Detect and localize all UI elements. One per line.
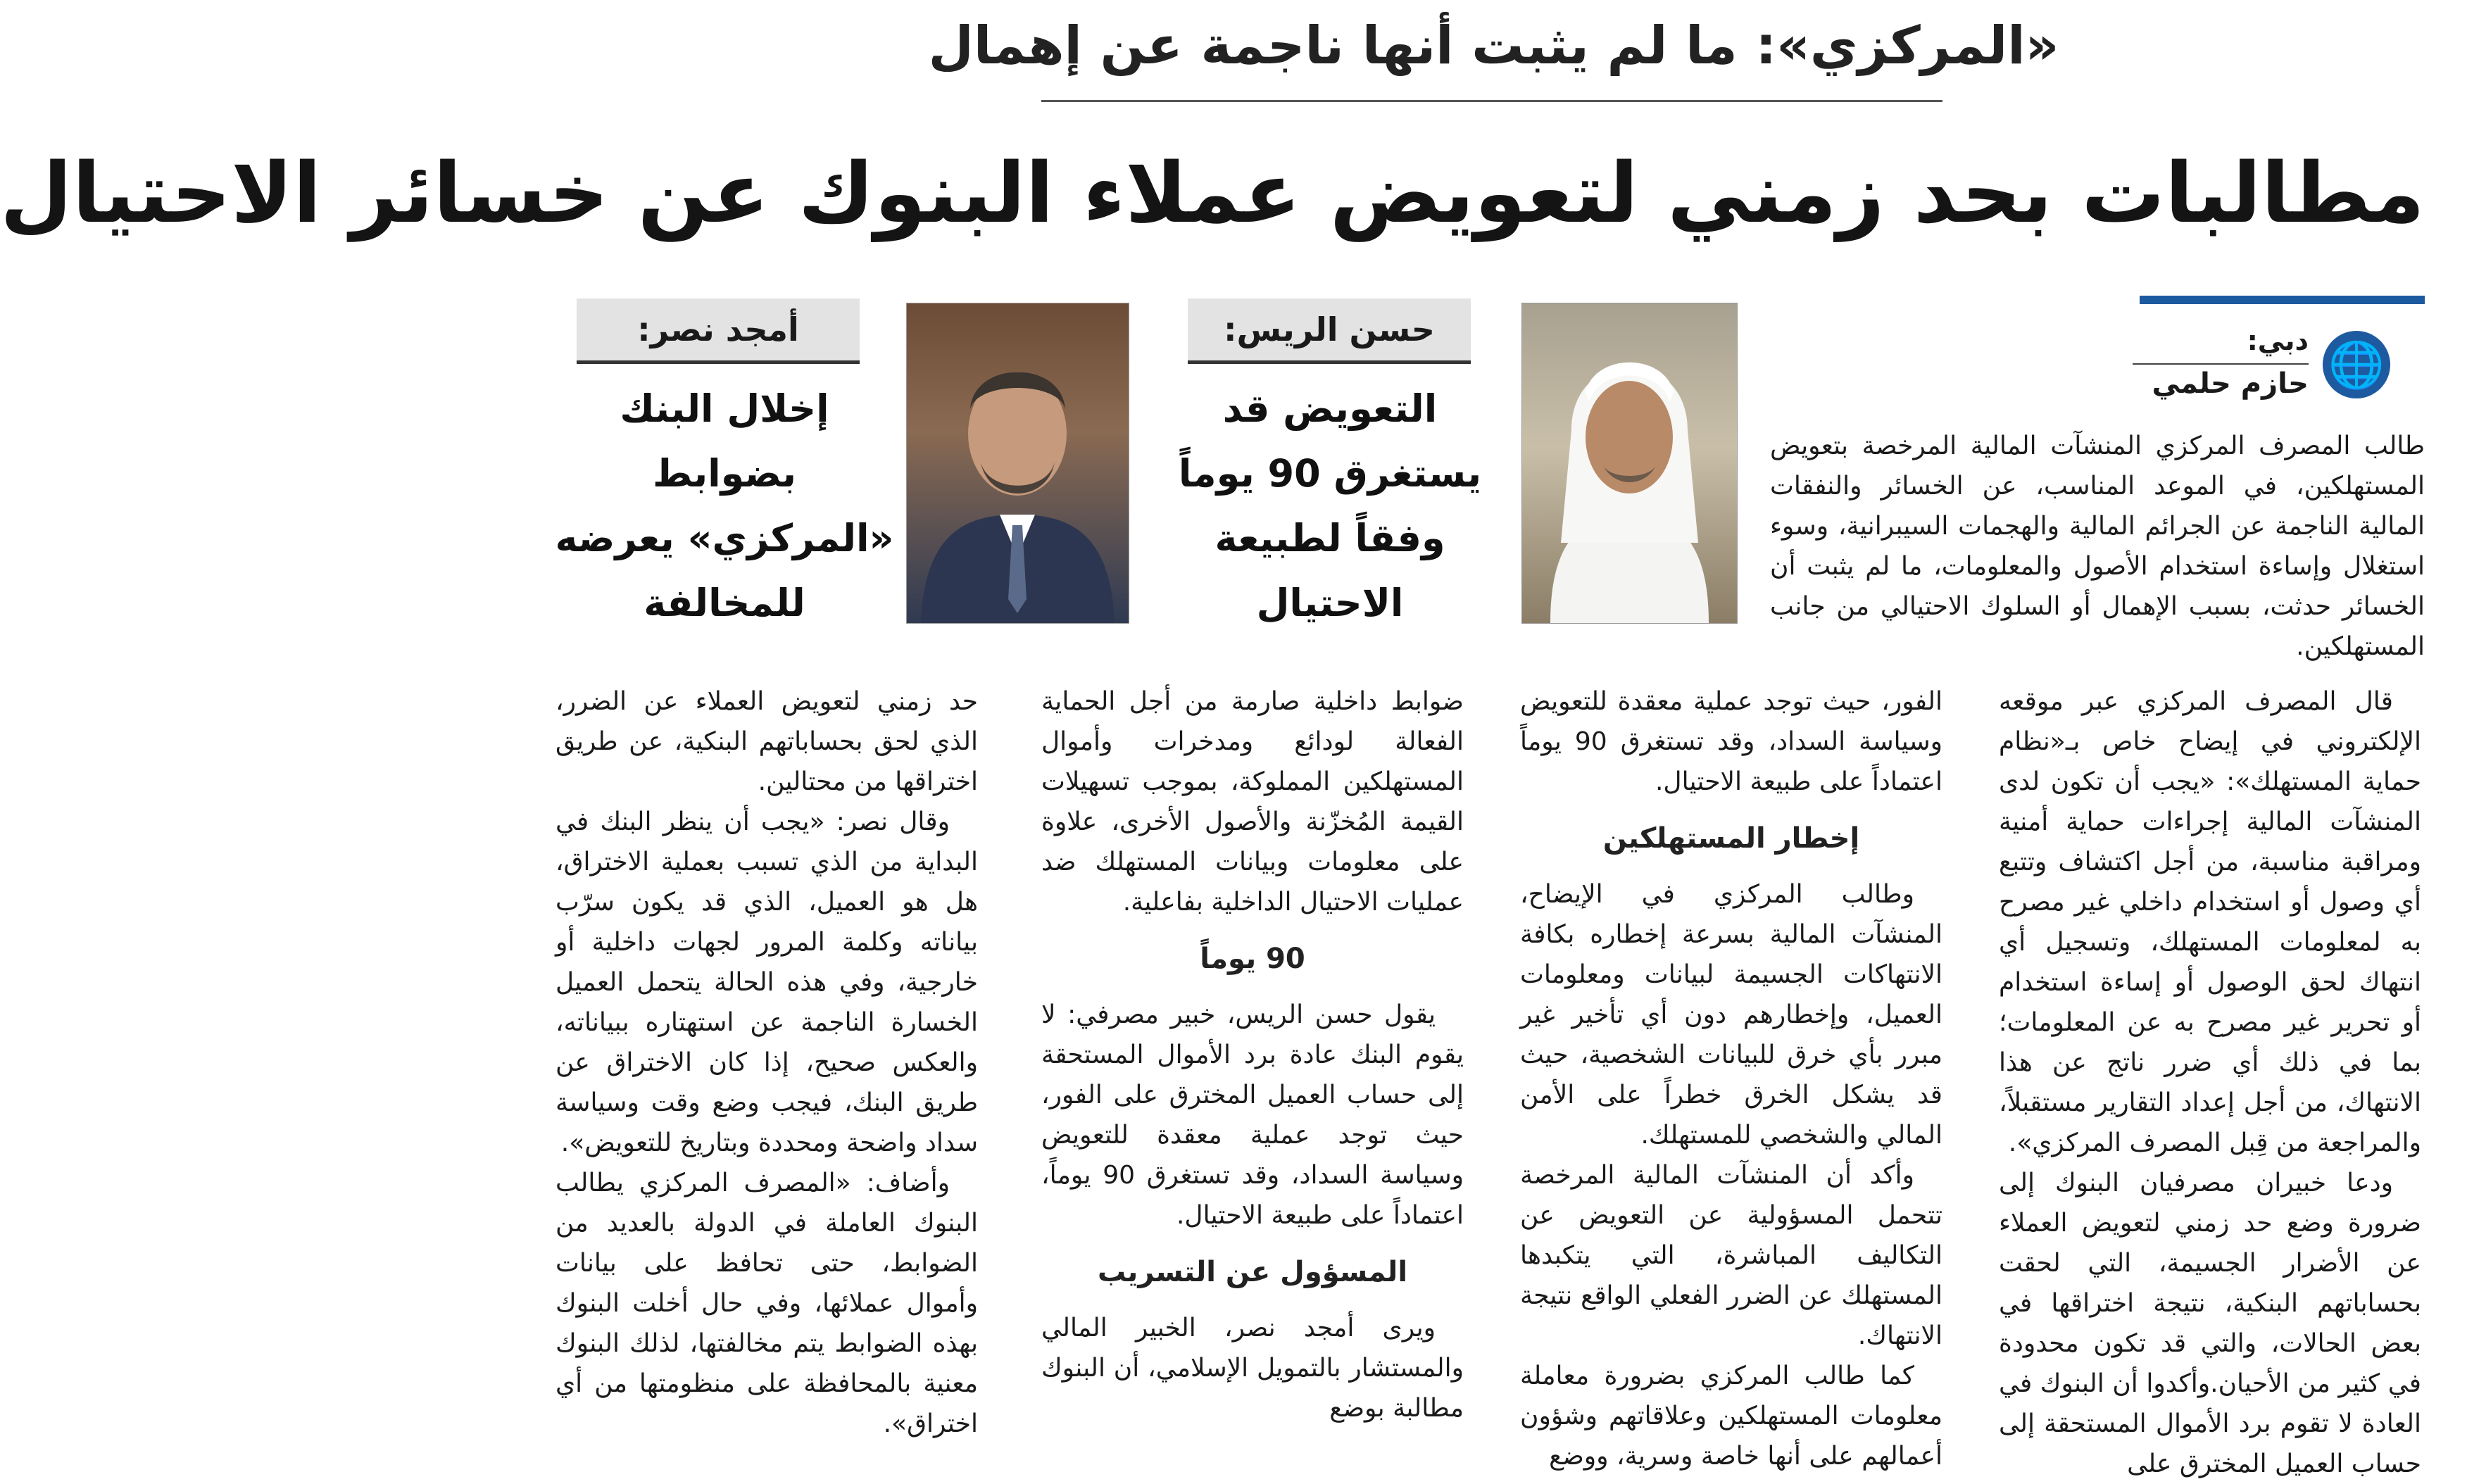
paragraph: كما طالب المركزي بضرورة معاملة معلومات المستهلكين وعلاقاتهم وشؤون أعمالهم على أنها خاصة وسرية، ووضع — [1520, 1362, 1942, 1471]
article-column-2 — [1520, 681, 1942, 1471]
quote-label-hassan: حسن الريس: — [1188, 298, 1471, 364]
byline-divider — [2133, 363, 2309, 365]
pull-quote-amjad: إخلال البنك بضوابط «المركزي» يعرضه للمخالفة — [555, 386, 894, 625]
quote-label-amjad: أمجد نصر: — [577, 298, 860, 364]
globe-icon: 🌐 — [2323, 331, 2390, 398]
portrait-hassan-icon — [1522, 303, 1737, 623]
byline-author: حازم حلمي — [2152, 367, 2309, 400]
subheading-consumer-notification: إخطار المستهلكين — [1602, 822, 1860, 855]
paragraph: وقال نصر: «يجب أن ينظر البنك في البداية من الذي تسبب بعملية الاختراق، هل هو العميل، الذي قد يكون سرّب بياناته وكلمة المرور لجهات داخلية أو خارجية، وفي هذه الحالة يتحمل العميل الخسارة الناجمة عن استهتاره ببياناته، والعكس صحيح، إذا كان الاختراق عن طريق البنك، فيجب وضع وقت وسياسة سداد واضحة ومحددة وبتاريخ للتعويض». — [555, 807, 978, 1157]
photo-hassan-alrais — [1521, 303, 1738, 624]
intro-paragraph: طالب المصرف المركزي المنشآت المالية المرخصة بتعويض المستهلكين، في الموعد المناسب، عن الخسائر والنفقات المالية الناجمة عن الجرائم المالية والهجمات السيبرانية، وسوء استغلال وإساءة استخدام الأصول والمعلومات، ما لم يثبت أن الخسائر حدثت، بسبب الإهمال أو السلوك الاحتيالي من جانب المستهلكين. — [1770, 432, 2425, 661]
subheading-responsible-for-leak: المسؤول عن التسريب — [1097, 1256, 1408, 1288]
paragraph: وطالب المركزي في الإيضاح، المنشآت المالية بسرعة إخطاره بكافة الانتهاكات الجسيمة لبيانات ومعلومات العميل، وإخطارهم دون أي تأخير غير مبرر بأي خرق للبيانات الشخصية، حيث قد يشكل الخرق خطراً على الأمن المالي والشخصي للمستهلك. — [1520, 880, 1942, 1150]
byline-accent-bar — [2140, 296, 2425, 304]
photo-amjad-nasr — [906, 303, 1129, 624]
article-column-4 — [555, 681, 978, 1438]
paragraph: ويرى أمجد نصر، الخبير المالي والمستشار بالتمويل الإسلامي، أن البنوك مطالبة بوضع — [1041, 1314, 1464, 1423]
paragraph: قال المصرف المركزي عبر موقعه الإلكتروني في إيضاح خاص بـ«نظام حماية المستهلك»: «يجب أن تكون لدى المنشآت المالية إجراءات حماية أمنية ومراقبة مناسبة، من أجل اكتشاف وتتبع أي وصول أو استخدام داخلي غير مصرح به لمعلومات المستهلك، وتسجيل أي انتهاك لحق الوصول أو إساءة استخدام أو تحرير غير مصرح به عن المعلومات؛ بما في ذلك أي ضرر ناتج عن هذا الانتهاك، من أجل إعداد التقارير مستقبلاً، والمراجعة من قِبل المصرف المركزي». — [1999, 687, 2421, 1157]
paragraph: وأضاف: «المصرف المركزي يطالب البنوك العاملة في الدولة بالعديد من الضوابط، حتى تحافظ على بيانات وأموال عملائها، وفي حال أخلت البنوك بهذه الضوابط يتم مخالفتها، لذلك البنوك معنية بالمحافظة على منظومتها من أي اختراق». — [555, 1169, 978, 1438]
paragraph: الفور، حيث توجد عملية معقدة للتعويض وسياسة السداد، وقد تستغرق 90 يوماً اعتماداً على طبيعة الاحتيال. — [1520, 687, 1942, 796]
kicker-divider — [1041, 100, 1942, 102]
byline-city: دبي: — [2247, 325, 2309, 356]
paragraph: ودعا خبيران مصرفيان البنوك إلى ضرورة وضع حد زمني لتعويض العملاء عن الأضرار الجسيمة، التي لحقت بحساباتهم البنكية، نتيجة اختراقها في بعض الحالات، والتي قد تكون محدودة في كثير من الأحيان.وأكدوا أن البنوك في العادة لا تقوم برد الأموال المستحقة إلى حساب العميل المخترق على — [1999, 1169, 2421, 1478]
paragraph: وأكد أن المنشآت المالية المرخصة تتحمل المسؤولية عن التعويض عن التكاليف المباشرة، التي يتكبدها المستهلك عن الضرر الفعلي الواقع نتيجة الانتهاك. — [1520, 1161, 1942, 1350]
paragraph: ضوابط داخلية صارمة من أجل الحماية الفعالة لودائع ومدخرات وأموال المستهلكين المملوكة، بموجب تسهيلات القيمة المُخزّنة والأصول الأخرى، علاوة على معلومات وبيانات المستهلك ضد عمليات الاحتيال الداخلية بفاعلية. — [1041, 687, 1464, 917]
paragraph: يقول حسن الريس، خبير مصرفي: لا يقوم البنك عادة برد الأموال المستحقة إلى حساب العميل المخترق على الفور، حيث توجد عملية معقدة للتعويض وسياسة السداد، وقد تستغرق 90 يوماً، اعتماداً على طبيعة الاحتيال. — [1041, 1000, 1464, 1230]
main-headline: مطالبات بحد زمني لتعويض عملاء البنوك عن خسائر الاحتيال — [0, 144, 2425, 241]
portrait-amjad-icon — [907, 303, 1129, 623]
paragraph: حد زمني لتعويض العملاء عن الضرر، الذي لحق بحساباتهم البنكية، عن طريق اختراقها من محتالين. — [555, 687, 978, 796]
article-column-1 — [1999, 681, 2421, 1478]
subheading-90-days: 90 يوماً — [1200, 943, 1305, 975]
article-column-3 — [1041, 681, 1464, 1423]
pull-quote-hassan: التعويض قد يستغرق 90 يوماً وفقاً لطبيعة الاحتيال — [1178, 386, 1482, 625]
kicker-headline: «المركزي»: ما لم يثبت أنها ناجمة عن إهمال — [928, 15, 2059, 76]
